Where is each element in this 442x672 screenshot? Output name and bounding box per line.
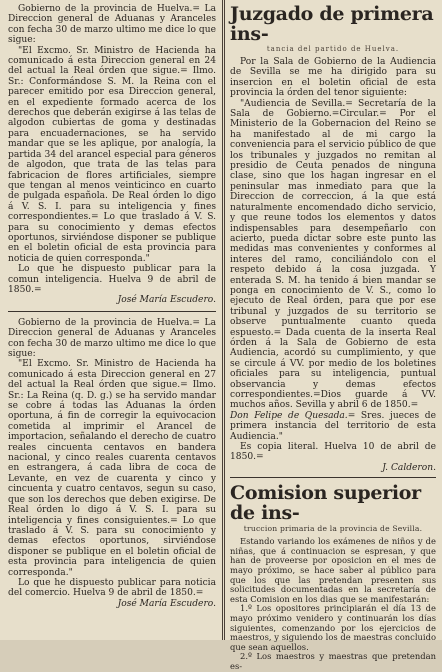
section-separator: [8, 311, 216, 312]
right-column: [230, 3, 436, 671]
notice-intro: Estando variando los exámenes de niños y de niñas, que á continuacion se espresan, y que han de proveerse por oposicion en el mes de mayo próximo, se hace saber al público para que los que las pretendan presenten sus solicitudes documentadas en la secretaría de esta Comision en los dias que se manifestarán:: [230, 536, 436, 604]
notice-intro: Gobierno de la provincia de Huelva.= La Direccion general de Aduanas y Aranceles con fecha 30 de marzo ultimo me dice lo que sigue:: [8, 317, 216, 359]
court-notice: [230, 57, 436, 473]
notice-intro: Por la Sala de Gobierno de la Audiencia de Sevilla se me ha dirigido para su insercion en el boletin oficial de esta provincia la órden del tenor siguiente:: [230, 57, 436, 99]
left-column: [8, 4, 216, 640]
section-heading-commission: Comision superior de ins-: [230, 482, 421, 525]
notice-item-2: 2.º Los maestros y maestras que pretendan es-: [230, 651, 436, 671]
notice-signature: J. Calderon.: [382, 462, 436, 473]
notice-body: "El Excmo. Sr. Ministro de Hacienda ha comunicado á esta Direccion general en 24 del actual la Real órden que sigue.= Ilmo. Sr.: Conformándose S. M. la Reina con el parecer emitido por esa Direccion general, en el expediente formado acerca de los derechos que deberán exigirse á las telas de algodon cubiertas de goma y destinadas para encuadernaciones, se ha servido mandar que se les aplique, por analogía, la partida 34 del arancel especial para géneros de algodon, que trata de las telas para fabricacion de flores artificiales, siempre que tengan al menos veinticinco en cuarto de pulgada española. De Real órden lo digo á V. S. I. para su inteligencia y fines correspondientes.= Lo que traslado á V. S. para su conocimiento y demas efectos oportunos, sirviéndose disponer se publique en el boletin oficial de esta provincia para noticia de quien corresponda.": [8, 45, 216, 264]
section-subheading-court: tancia del partido de Huelva.: [266, 45, 400, 53]
notice-intro: Gobierno de la provincia de Huelva.= La Direccion general de Aduanas y Aranceles con fecha 30 de marzo ultimo me dice lo que sigue:: [8, 4, 216, 46]
notice-body: "Audiencia de Sevilla.= Secretaría de la Sala de Gobierno.=Circular.= Por el Ministerio de la Gobernacion del Reino se ha manifestado al de mi cargo la conveniencia para el servicio público de que los tribunales y juzgados no remitan al presidio de Ceuta penados de ninguna clase, sino que los hagan ingresar en el peninsular mas inmediato para que la Direccion de correccion, á la que está naturalmente encomendado dicho servicio, y que reune todos los elementos y datos indispensables para desempeñarlo con acierto, pueda dictar sobre este punto las medidas mas convenientes y conformes al interes del ramo, conciliándolo con el respeto debido á la cosa juzgada. Y enterada S. M. ha tenido á bien mandar se ponga en conocimiento de V. S., como lo ejecuto de Real órden, para que por ese tribunal y juzgados de su territorio se observe puntualmente cuanto queda espuesto.= Dada cuenta de la inserta Real órden á la Sala de Gobierno de esta Audiencia, acordó su cumplimiento, y que se circule á VV. por medio de los boletines oficiales para su inteligencia, puntual observancia y demas efectos correspondientes.=Dios guarde á VV. muchos años. Sevilla y abril 6 de 1850.=: [230, 98, 436, 411]
notice-signatory: Don Felipe de Quesada.: [230, 410, 348, 421]
section-heading-court: Juzgado de primera ins-: [230, 3, 434, 45]
customs-notice-2: [8, 318, 216, 609]
notice-closing: Es copia literal. Huelva 10 de abril de 1850.=: [230, 442, 436, 463]
notice-closing: Lo que he dispuesto publicar para noticia del comercio. Huelva 9 de abril de 1850.=: [8, 577, 216, 599]
notice-body: "El Excmo. Sr. Ministro de Hacienda ha comunicado á esta Direccion general en 27 del actual la Real órden que sigue.= Ilmo. Sr.: La Reina (q. D. g.) se ha servido mandar se cobre á todas las Aduanas la órden oportuna, á fin de corregir la equivocacion cometida al imprimir el Arancel de importacion, señalando el derecho de cuatro reales cincuenta centavos en bandera nacional, y cinco reales cuarenta centavos en estrangera, á cada libra de coca de Levante, en vez de cuarenta y cinco y cincuenta y cuatro centavos, segun su caso, que son los derechos que deben exigirse. De Real órden lo digo á V. S. I. para su inteligencia y fines consiguientes.= Lo que traslado á V. S. para su conocimiento y demas efectos oportunos, sirviéndose disponer se publique en el boletin oficial de esta provincia para inteligencia de quien corresponda.": [8, 359, 216, 578]
section-subheading-commission: truccion primaria de la provincia de Sevilla.: [243, 524, 423, 534]
notice-closing: Lo que he dispuesto publicar para la comun inteligencia. Huelva 9 de abril de 1850.=: [8, 264, 216, 295]
customs-notice-1: [8, 4, 216, 306]
notice-signature: José María Escudero.: [117, 295, 216, 306]
commission-notice: [230, 537, 436, 671]
notice-item-1: 1.º Los opositores principiarán el día 13 de mayo próximo venidero y continuarán los días siguientes, comenzando por los ejercicios de maestros, y siguiendo los de maestras concluido que sean aquellos.: [230, 603, 436, 652]
column-divider: [222, 0, 223, 640]
notice-addressee: = Sres. jueces de primera instancia del territorio de esta Audiencia.": [230, 410, 436, 442]
section-separator: [230, 477, 436, 478]
notice-signature: José María Escudero.: [117, 598, 216, 609]
